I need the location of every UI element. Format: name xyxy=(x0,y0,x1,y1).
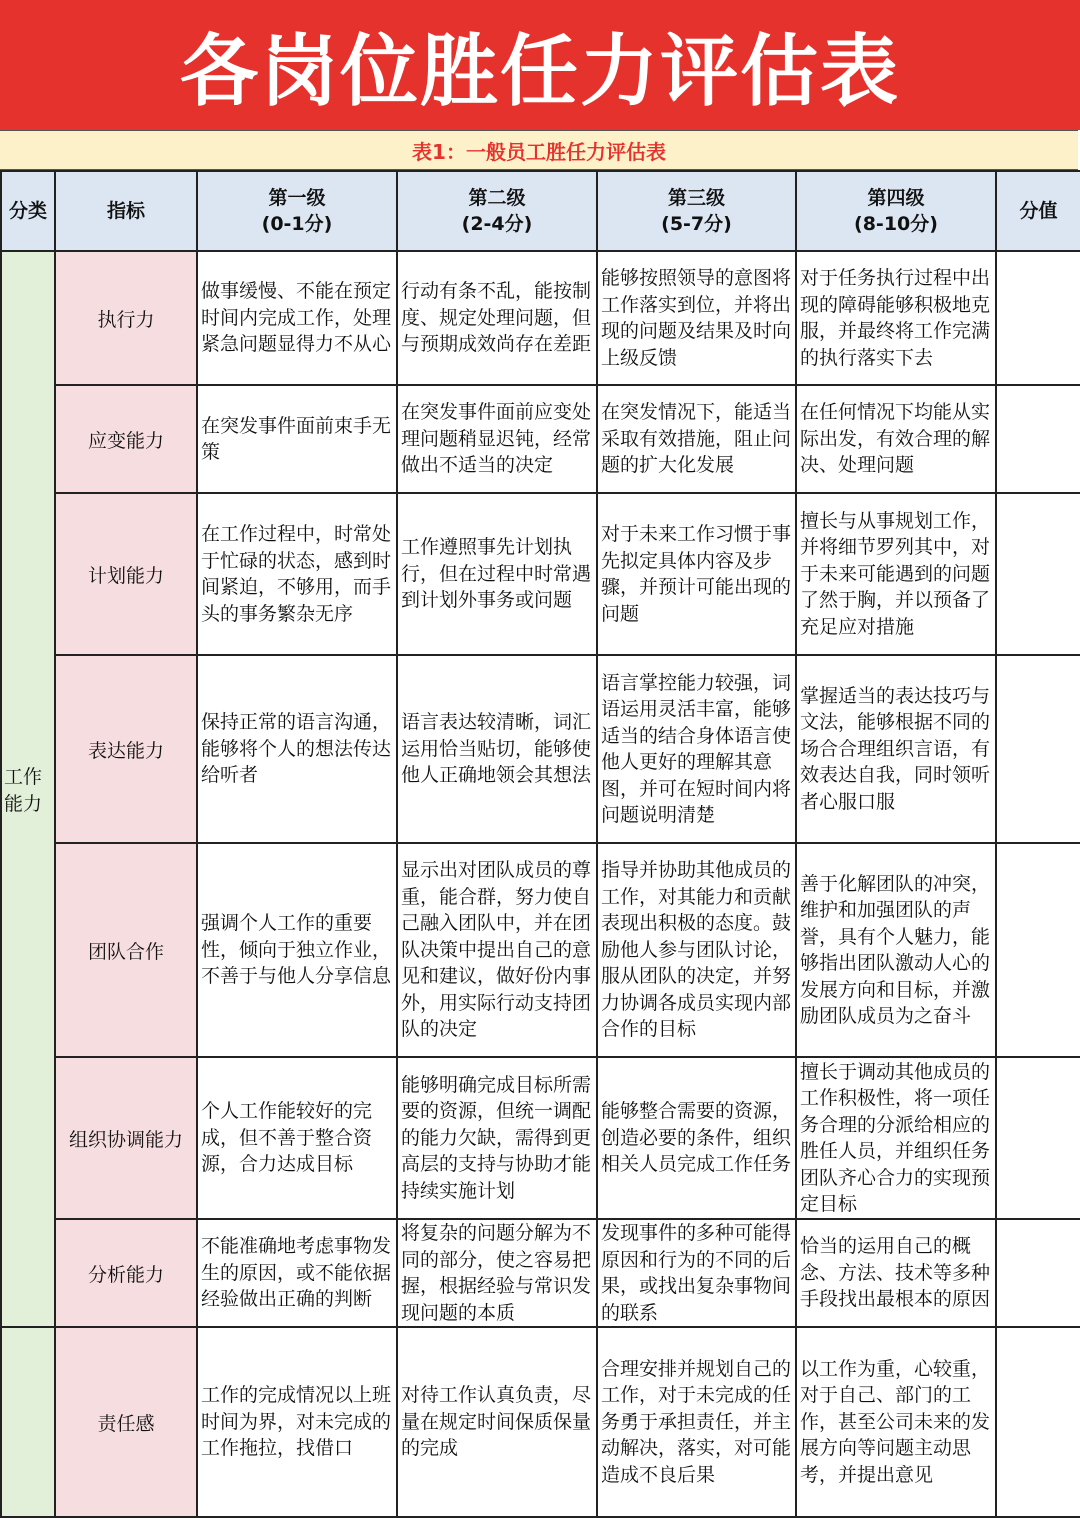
level-2-cell: 显示出对团队成员的尊重，能合群，努力使自己融入团队中，并在团队决策中提出自己的意见和建议，做好份内事外，用实际行动支持团队的决定 xyxy=(397,843,597,1057)
header-level-2-range: (2-4分) xyxy=(461,213,533,235)
table-row xyxy=(1,843,1080,1057)
level-3-cell: 在突发情况下，能适当采取有效措施，阻止问题的扩大化发展 xyxy=(597,385,796,493)
header-level-4-range: (8-10分) xyxy=(854,213,938,235)
header-level-3 xyxy=(597,171,796,251)
indicator-cell: 表达能力 xyxy=(55,655,197,843)
score-cell[interactable] xyxy=(996,655,1080,843)
score-cell[interactable] xyxy=(996,1057,1080,1219)
level-3-cell: 能够整合需要的资源，创造必要的条件，组织相关人员完成工作任务 xyxy=(597,1057,796,1219)
header-level-2-name: 第二级 xyxy=(468,187,526,209)
header-level-4-name: 第四级 xyxy=(867,187,925,209)
score-cell[interactable] xyxy=(996,843,1080,1057)
level-1-cell: 强调个人工作的重要性，倾向于独立作业，不善于与他人分享信息 xyxy=(197,843,397,1057)
header-level-3-range: (5-7分) xyxy=(661,213,732,235)
page-title: 各岗位胜任力评估表 xyxy=(179,27,900,117)
level-4-cell: 在任何情况下均能从实际出发，有效合理的解决、处理问题 xyxy=(796,385,996,493)
header-score: 分值 xyxy=(996,171,1080,251)
level-3-cell: 指导并协助其他成员的工作，对其能力和贡献表现出积极的态度。鼓励他人参与团队讨论，服从团队的决定，并努力协调各成员实现内部合作的目标 xyxy=(597,843,796,1057)
level-3-cell: 语言掌控能力较强，词语运用灵活丰富，能够适当的结合身体语言使他人更好的理解其意图，并可在短时间内将问题说明清楚 xyxy=(597,655,796,843)
level-4-cell: 掌握适当的表达技巧与文法，能够根据不同的场合合理组织言语，有效表达自我，同时领听者心服口服 xyxy=(796,655,996,843)
level-1-cell: 个人工作能较好的完成，但不善于整合资源，合力达成目标 xyxy=(197,1057,397,1219)
level-4-cell: 善于化解团队的冲突，维护和加强团队的声誉，具有个人魅力，能够指出团队激动人心的发展方向和目标，并激励团队成员为之奋斗 xyxy=(796,843,996,1057)
level-2-cell: 能够明确完成目标所需要的资源，但统一调配的能力欠缺，需得到更高层的支持与协助才能持续实施计划 xyxy=(397,1057,597,1219)
score-cell[interactable] xyxy=(996,493,1080,655)
table-row xyxy=(1,385,1080,493)
score-cell[interactable] xyxy=(996,1327,1080,1517)
category-cell xyxy=(1,1327,55,1517)
level-2-cell: 工作遵照事先计划执行，但在过程中时常遇到计划外事务或问题 xyxy=(397,493,597,655)
level-2-cell: 对待工作认真负责，尽量在规定时间保质保量的完成 xyxy=(397,1327,597,1517)
indicator-cell: 责任感 xyxy=(55,1327,197,1517)
level-4-cell: 恰当的运用自己的概念、方法、技术等多种手段找出最根本的原因 xyxy=(796,1219,996,1327)
indicator-cell: 执行力 xyxy=(55,251,197,385)
level-4-cell: 对于任务执行过程中出现的障碍能够积极地克服，并最终将工作完满的执行落实下去 xyxy=(796,251,996,385)
header-level-1 xyxy=(197,171,397,251)
table-row xyxy=(1,1327,1080,1517)
category-cell: 工作能力 xyxy=(1,251,55,1327)
level-2-cell: 行动有条不乱，能按制度、规定处理问题，但与预期成效尚存在差距 xyxy=(397,251,597,385)
table-subtitle: 表1：一般员工胜任力评估表 xyxy=(0,130,1078,170)
table-row xyxy=(1,493,1080,655)
header-category: 分类 xyxy=(1,171,55,251)
level-3-cell: 对于未来工作习惯于事先拟定具体内容及步骤，并预计可能出现的问题 xyxy=(597,493,796,655)
table-row xyxy=(1,1219,1080,1327)
header-indicator: 指标 xyxy=(55,171,197,251)
header-level-1-range: (0-1分) xyxy=(261,213,333,235)
table-row xyxy=(1,251,1080,385)
header-level-1-name: 第一级 xyxy=(268,187,326,209)
level-4-cell: 擅长与从事规划工作，并将细节罗列其中，对于未来可能遇到的问题了然于胸，并以预备了充足应对措施 xyxy=(796,493,996,655)
level-1-cell: 工作的完成情况以上班时间为界，对未完成的工作拖拉，找借口 xyxy=(197,1327,397,1517)
indicator-cell: 应变能力 xyxy=(55,385,197,493)
level-1-cell: 在突发事件面前束手无策 xyxy=(197,385,397,493)
table-row xyxy=(1,1057,1080,1219)
competency-table xyxy=(0,170,1080,1518)
level-1-cell: 不能准确地考虑事物发生的原因，或不能依据经验做出正确的判断 xyxy=(197,1219,397,1327)
level-2-cell: 在突发事件面前应变处理问题稍显迟钝，经常做出不适当的决定 xyxy=(397,385,597,493)
level-1-cell: 做事缓慢、不能在预定时间内完成工作，处理紧急问题显得力不从心 xyxy=(197,251,397,385)
indicator-cell: 团队合作 xyxy=(55,843,197,1057)
level-1-cell: 在工作过程中，时常处于忙碌的状态，感到时间紧迫，不够用，而手头的事务繁杂无序 xyxy=(197,493,397,655)
score-cell[interactable] xyxy=(996,1219,1080,1327)
title-banner xyxy=(0,0,1080,130)
level-3-cell: 能够按照领导的意图将工作落实到位，并将出现的问题及结果及时向上级反馈 xyxy=(597,251,796,385)
score-cell[interactable] xyxy=(996,385,1080,493)
level-3-cell: 发现事件的多种可能得原因和行为的不同的后果，或找出复杂事物间的联系 xyxy=(597,1219,796,1327)
level-2-cell: 将复杂的问题分解为不同的部分，使之容易把握，根据经验与常识发现问题的本质 xyxy=(397,1219,597,1327)
header-level-2 xyxy=(397,171,597,251)
level-4-cell: 擅长于调动其他成员的工作积极性，将一项任务合理的分派给相应的胜任人员，并组织任务团队齐心合力的实现预定目标 xyxy=(796,1057,996,1219)
level-2-cell: 语言表达较清晰，词汇运用恰当贴切，能够使他人正确地领会其想法 xyxy=(397,655,597,843)
indicator-cell: 分析能力 xyxy=(55,1219,197,1327)
level-4-cell: 以工作为重，心较重，对于自己、部门的工作，甚至公司未来的发展方向等问题主动思考，并提出意见 xyxy=(796,1327,996,1517)
table-row xyxy=(1,655,1080,843)
score-cell[interactable] xyxy=(996,251,1080,385)
indicator-cell: 组织协调能力 xyxy=(55,1057,197,1219)
level-3-cell: 合理安排并规划自己的工作，对于未完成的任务勇于承担责任，并主动解决，落实，对可能造成不良后果 xyxy=(597,1327,796,1517)
level-1-cell: 保持正常的语言沟通，能够将个人的想法传达给听者 xyxy=(197,655,397,843)
header-row xyxy=(1,171,1080,251)
header-level-4 xyxy=(796,171,996,251)
indicator-cell: 计划能力 xyxy=(55,493,197,655)
header-level-3-name: 第三级 xyxy=(667,187,725,209)
